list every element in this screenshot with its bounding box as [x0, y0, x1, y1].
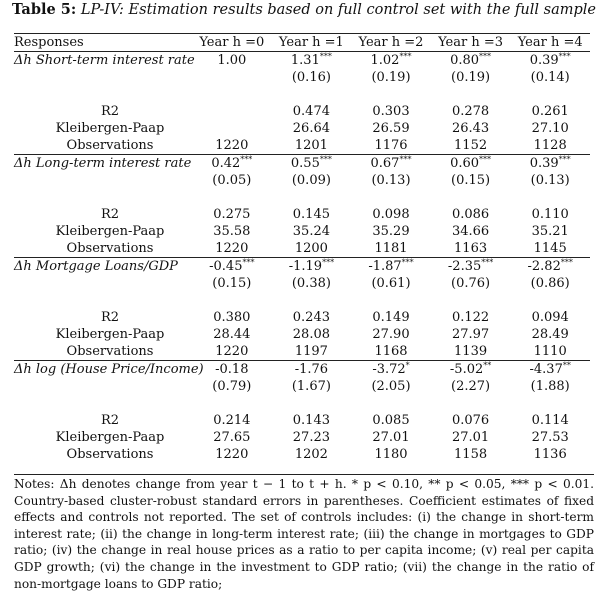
- spacer-row: [14, 292, 590, 309]
- coef-cell-value: 1.00: [217, 53, 247, 68]
- kp-row-cell: [510, 429, 590, 446]
- table-body: [14, 52, 590, 464]
- obs-row: [14, 343, 590, 361]
- se-cell-value: (0.15): [212, 276, 252, 291]
- obs-row-label-value: Observations: [66, 241, 154, 256]
- header-col: Year h =3: [438, 35, 504, 50]
- kp-row-cell-value: 28.49: [531, 327, 569, 342]
- kp-row-cell: [510, 223, 590, 240]
- obs-row-cell-value: 1168: [374, 344, 408, 359]
- se-cell-value: (0.19): [451, 70, 491, 85]
- kp-row-cell-value: 28.44: [213, 327, 251, 342]
- obs-row-cell: [351, 446, 431, 463]
- kp-row: [14, 429, 590, 446]
- r2-row-label: [14, 206, 192, 223]
- r2-row-cell-value: 0.122: [451, 310, 490, 325]
- r2-row-cell-value: 0.094: [531, 310, 569, 325]
- kp-row-cell: [272, 120, 352, 137]
- se-cell: [351, 275, 431, 292]
- kp-row-cell-value: 35.24: [292, 224, 330, 239]
- r2-row-cell: [431, 103, 511, 120]
- se-cell-value: (0.15): [451, 173, 491, 188]
- se-cell-value: (2.05): [371, 379, 411, 394]
- header-col: Year h =0: [199, 35, 265, 50]
- significance-stars: *: [405, 361, 410, 370]
- significance-stars: ***: [558, 155, 571, 164]
- se-cell: [431, 69, 511, 86]
- coef-cell: [510, 361, 590, 379]
- se-row: [14, 275, 590, 292]
- coef-cell: [351, 155, 431, 173]
- obs-row-cell-value: 1220: [215, 344, 249, 359]
- coef-cell-value: 0.60: [450, 156, 480, 171]
- se-cell: [431, 275, 511, 292]
- response-label: [14, 361, 204, 379]
- obs-row-label-value: Observations: [66, 447, 154, 462]
- se-cell-value: (0.05): [212, 173, 252, 188]
- kp-row-cell: [192, 223, 272, 240]
- se-cell-value: (1.88): [530, 379, 570, 394]
- coef-row: [14, 258, 590, 276]
- se-cell-value: (0.14): [530, 70, 570, 85]
- coef-cell-value: -4.37: [529, 362, 563, 377]
- r2-row-cell: [272, 206, 352, 223]
- obs-row-cell-value: 1158: [454, 447, 488, 462]
- coef-cell-value: 0.67: [370, 156, 400, 171]
- se-cell-value: (2.27): [451, 379, 491, 394]
- r2-row-cell-value: 0.143: [292, 413, 330, 428]
- obs-row-cell-value: 1176: [374, 138, 408, 153]
- kp-row-label-value: Kleibergen-Paap: [55, 430, 165, 445]
- obs-row-cell-value: 1220: [215, 241, 249, 256]
- significance-stars: ***: [481, 258, 494, 267]
- r2-row-label-value: R2: [100, 207, 120, 222]
- response-label-text: Δh Mortgage Loans/GDP: [14, 259, 178, 274]
- r2-row-cell: [272, 103, 352, 120]
- header-col: Year h =1: [278, 35, 344, 50]
- r2-row-cell-value: 0.076: [451, 413, 490, 428]
- obs-row-cell-value: 1202: [294, 447, 328, 462]
- r2-row-cell: [192, 412, 272, 429]
- spacer-row: [14, 395, 590, 412]
- r2-row-cell-value: 0.114: [531, 413, 569, 428]
- obs-row-label: [14, 446, 192, 463]
- coef-cell: [431, 52, 511, 70]
- r2-row-cell: [510, 206, 590, 223]
- coef-cell-value: -2.35: [447, 259, 482, 274]
- kp-row-cell-value: 27.23: [292, 430, 330, 445]
- kp-row-cell-value: 35.21: [531, 224, 569, 239]
- obs-row-cell-value: 1220: [215, 447, 249, 462]
- r2-row-label: [14, 412, 192, 429]
- se-cell-value: (0.86): [530, 276, 570, 291]
- r2-row-cell: [351, 206, 431, 223]
- coef-cell-value: -1.87: [368, 259, 402, 274]
- obs-row-cell: [272, 446, 352, 463]
- coef-row: [14, 52, 590, 70]
- r2-row-cell: [351, 103, 431, 120]
- kp-row-cell: [192, 429, 272, 446]
- r2-row-cell-value: 0.098: [372, 207, 410, 222]
- r2-row-cell: [510, 103, 590, 120]
- se-cell: [431, 378, 511, 395]
- coef-cell: [272, 258, 352, 276]
- r2-row: [14, 103, 590, 120]
- se-cell: [192, 275, 272, 292]
- obs-row-cell: [351, 240, 431, 258]
- se-row: [14, 69, 590, 86]
- kp-row-cell-value: 27.90: [372, 327, 410, 342]
- response-label: [14, 155, 192, 173]
- r2-row-cell: [272, 412, 352, 429]
- coef-cell-value: 0.55: [290, 156, 320, 171]
- obs-row-cell: [431, 240, 511, 258]
- obs-row-cell-value: 1128: [533, 138, 567, 153]
- kp-row-cell: [431, 429, 511, 446]
- coef-cell-value: -0.18: [215, 362, 249, 377]
- kp-row-label-value: Kleibergen-Paap: [55, 224, 165, 239]
- obs-row-cell: [351, 137, 431, 155]
- se-cell: [351, 378, 431, 395]
- coef-cell-value: -1.76: [294, 362, 329, 377]
- obs-row-cell: [431, 137, 511, 155]
- coef-cell: [431, 155, 511, 173]
- kp-row-cell-value: 34.66: [451, 224, 490, 239]
- significance-stars: ***: [399, 155, 412, 164]
- se-row: [14, 378, 590, 395]
- r2-row-cell-value: 0.145: [292, 207, 330, 222]
- kp-row-label-value: Kleibergen-Paap: [55, 121, 165, 136]
- coef-cell: [431, 258, 511, 276]
- coef-cell-value: 0.39: [529, 156, 559, 171]
- significance-stars: ***: [479, 155, 492, 164]
- coef-cell-value: -1.19: [288, 259, 323, 274]
- r2-row-cell-value: 0.474: [292, 104, 330, 119]
- coef-cell-value: 0.80: [450, 53, 480, 68]
- se-cell-value: (0.79): [212, 379, 252, 394]
- r2-row-cell: [192, 309, 272, 326]
- r2-row-cell: [351, 412, 431, 429]
- kp-row-cell: [192, 326, 272, 343]
- r2-row: [14, 206, 590, 223]
- significance-stars: **: [562, 361, 571, 370]
- significance-stars: ***: [560, 258, 573, 267]
- results-table: [14, 33, 590, 463]
- coef-cell-value: -0.45: [209, 259, 243, 274]
- r2-row-cell: [192, 206, 272, 223]
- coef-cell: [510, 52, 590, 70]
- obs-row-label-value: Observations: [66, 344, 154, 359]
- kp-row-cell-value: 35.29: [372, 224, 410, 239]
- r2-row-label-value: R2: [100, 310, 120, 325]
- caption-text: LP-IV: Estimation results based on full control set with the full sample: [80, 2, 596, 18]
- significance-stars: ***: [319, 155, 332, 164]
- r2-row-cell: [510, 412, 590, 429]
- se-cell-value: (1.67): [291, 379, 331, 394]
- header-col: Year h =2: [358, 35, 424, 50]
- r2-row-cell: [351, 309, 431, 326]
- kp-row-label: [14, 223, 192, 240]
- coef-cell: [510, 155, 590, 173]
- se-cell: [272, 378, 352, 395]
- response-label-text: Δh Long-term interest rate: [14, 156, 192, 171]
- kp-row-cell: [192, 120, 272, 137]
- coef-cell: [431, 361, 511, 379]
- obs-row-cell-value: 1181: [374, 241, 408, 256]
- response-label-text: Δh log (House Price/Income): [14, 362, 204, 377]
- r2-row-cell-value: 0.275: [213, 207, 251, 222]
- coef-cell-value: -2.82: [527, 259, 561, 274]
- obs-row-cell: [192, 343, 272, 361]
- kp-row-cell: [351, 223, 431, 240]
- coef-cell: [192, 52, 272, 70]
- kp-row-cell: [351, 326, 431, 343]
- obs-row-cell-value: 1180: [374, 447, 408, 462]
- r2-row-cell: [192, 103, 272, 120]
- se-cell: [510, 69, 590, 86]
- caption-label: Table 5:: [12, 1, 77, 18]
- kp-row-cell-value: 27.53: [531, 430, 569, 445]
- se-cell: [272, 275, 352, 292]
- r2-row-cell-value: 0.085: [372, 413, 410, 428]
- coef-cell: [192, 258, 272, 276]
- se-cell: [510, 378, 590, 395]
- significance-stars: ***: [242, 258, 255, 267]
- kp-row-cell: [510, 326, 590, 343]
- coef-row: [14, 155, 590, 173]
- se-cell-value: (0.13): [530, 173, 570, 188]
- kp-row-cell-value: 27.97: [451, 327, 490, 342]
- kp-row-cell-value: 27.01: [451, 430, 490, 445]
- obs-row-cell: [510, 446, 590, 463]
- kp-row-cell: [431, 223, 511, 240]
- obs-row-label: [14, 137, 192, 155]
- obs-row-cell-value: 1201: [294, 138, 328, 153]
- se-cell: [192, 69, 272, 86]
- se-cell: [192, 172, 272, 189]
- se-cell-value: (0.16): [291, 70, 331, 85]
- coef-cell: [272, 155, 352, 173]
- se-cell: [351, 69, 431, 86]
- r2-row-cell-value: 0.278: [451, 104, 490, 119]
- coef-cell-value: 1.31: [290, 53, 320, 68]
- se-cell: [510, 172, 590, 189]
- significance-stars: **: [483, 361, 492, 370]
- kp-row-label: [14, 326, 192, 343]
- significance-stars: ***: [322, 258, 335, 267]
- r2-row-cell-value: 0.214: [213, 413, 251, 428]
- coef-cell: [192, 155, 272, 173]
- kp-row-cell-value: 26.43: [451, 121, 490, 136]
- kp-row-label: [14, 429, 192, 446]
- kp-row-label: [14, 120, 192, 137]
- se-cell: [510, 275, 590, 292]
- obs-row: [14, 240, 590, 258]
- obs-row-cell-value: 1145: [533, 241, 567, 256]
- obs-row-label-value: Observations: [66, 138, 154, 153]
- se-cell-value: (0.76): [451, 276, 491, 291]
- obs-row-cell-value: 1163: [454, 241, 488, 256]
- r2-row-label: [14, 103, 192, 120]
- se-cell: [351, 172, 431, 189]
- kp-row-cell: [510, 120, 590, 137]
- se-cell-value: (0.13): [371, 173, 411, 188]
- header-row: [14, 34, 590, 52]
- kp-row-cell: [351, 120, 431, 137]
- obs-row-cell: [510, 137, 590, 155]
- r2-row-cell: [510, 309, 590, 326]
- coef-cell-value: -5.02: [449, 362, 484, 377]
- significance-stars: ***: [399, 52, 412, 61]
- response-label: [14, 258, 192, 276]
- obs-row-label: [14, 240, 192, 258]
- obs-row-cell: [272, 240, 352, 258]
- se-cell-value: (0.61): [371, 276, 411, 291]
- spacer-row: [14, 189, 590, 206]
- obs-row-label: [14, 343, 192, 361]
- obs-row-cell: [192, 240, 272, 258]
- coef-cell-value: 0.39: [529, 53, 559, 68]
- se-cell-value: (0.09): [291, 173, 331, 188]
- coef-cell: [272, 52, 352, 70]
- coef-cell: [510, 258, 590, 276]
- r2-row-cell: [272, 309, 352, 326]
- se-cell-value: (0.19): [371, 70, 411, 85]
- r2-row-cell-value: 0.149: [372, 310, 410, 325]
- header-responses: Responses: [14, 35, 84, 50]
- obs-row-cell: [192, 137, 272, 155]
- table-notes: Notes: Δh denotes change from year t − 1 to t + h. * p < 0.10, ** p < 0.05, *** p < 0.01. Country-based cluster-robust standard errors in parentheses. Coefficient estimates of fixed effects and controls not reported. The set of controls includes: (i) the change in short-term interest rate; (ii) the change in long-term interest rate; (iii) the change in mortgages to GDP ratio; (iv) the change in real house prices as a ratio to per capita income; (v) real per capita GDP growth; (vi) the change in the investment to GDP ratio; (vii) the change in the ratio of non-mortgage loans to GDP ratio;: [14, 474, 594, 592]
- se-cell: [192, 378, 272, 395]
- r2-row-cell-value: 0.086: [451, 207, 490, 222]
- significance-stars: ***: [401, 258, 414, 267]
- table-caption: [0, 1, 608, 19]
- obs-row-cell-value: 1110: [533, 344, 567, 359]
- r2-row-label-value: R2: [100, 104, 120, 119]
- kp-row: [14, 223, 590, 240]
- significance-stars: ***: [319, 52, 332, 61]
- significance-stars: ***: [558, 52, 571, 61]
- coef-cell-value: -3.72: [372, 362, 406, 377]
- coef-cell-value: 1.02: [370, 53, 400, 68]
- kp-row-cell-value: 26.64: [292, 121, 330, 136]
- se-cell: [431, 172, 511, 189]
- obs-row-cell: [431, 446, 511, 463]
- kp-row-cell-value: 35.58: [213, 224, 251, 239]
- kp-row-cell: [431, 326, 511, 343]
- obs-row: [14, 137, 590, 155]
- kp-row-label-value: Kleibergen-Paap: [55, 327, 165, 342]
- kp-row-cell: [351, 429, 431, 446]
- r2-row-cell-value: 0.380: [213, 310, 251, 325]
- r2-row-cell: [431, 309, 511, 326]
- kp-row-cell-value: 27.01: [372, 430, 410, 445]
- r2-row-label-value: R2: [100, 413, 120, 428]
- obs-row-cell-value: 1139: [454, 344, 488, 359]
- obs-row-cell: [192, 446, 272, 463]
- coef-cell: [351, 361, 431, 379]
- header-col: Year h =4: [517, 35, 583, 50]
- r2-row-cell-value: 0.110: [531, 207, 569, 222]
- significance-stars: ***: [240, 155, 253, 164]
- obs-row-cell: [510, 240, 590, 258]
- kp-row-cell-value: 27.10: [531, 121, 569, 136]
- kp-row: [14, 326, 590, 343]
- se-row: [14, 172, 590, 189]
- r2-row-cell: [431, 206, 511, 223]
- obs-row-cell-value: 1152: [454, 138, 488, 153]
- r2-row-label: [14, 309, 192, 326]
- obs-row-cell: [510, 343, 590, 361]
- r2-row-cell-value: 0.243: [292, 310, 330, 325]
- kp-row-cell-value: 26.59: [372, 121, 410, 136]
- kp-row-cell-value: 27.65: [213, 430, 251, 445]
- kp-row-cell: [272, 223, 352, 240]
- se-cell-value: (0.38): [291, 276, 331, 291]
- obs-row-cell-value: 1197: [294, 344, 328, 359]
- r2-row: [14, 309, 590, 326]
- kp-row-cell: [431, 120, 511, 137]
- significance-stars: ***: [479, 52, 492, 61]
- coef-cell-value: 0.42: [211, 156, 241, 171]
- obs-row-cell: [351, 343, 431, 361]
- response-label-text: Δh Short-term interest rate: [14, 53, 195, 68]
- response-label: [14, 52, 195, 70]
- r2-row-cell-value: 0.303: [372, 104, 410, 119]
- kp-row-cell: [272, 429, 352, 446]
- obs-row-cell: [272, 343, 352, 361]
- r2-row-cell: [431, 412, 511, 429]
- kp-row-cell: [272, 326, 352, 343]
- coef-cell: [351, 52, 431, 70]
- r2-row: [14, 412, 590, 429]
- obs-row-cell: [431, 343, 511, 361]
- obs-row-cell: [272, 137, 352, 155]
- kp-row-cell-value: 28.08: [292, 327, 330, 342]
- coef-cell: [272, 361, 352, 379]
- spacer-row: [14, 86, 590, 103]
- obs-row-cell-value: 1200: [294, 241, 328, 256]
- r2-row-cell-value: 0.261: [531, 104, 569, 119]
- coef-row: [14, 361, 590, 379]
- se-cell: [272, 172, 352, 189]
- coef-cell: [351, 258, 431, 276]
- kp-row: [14, 120, 590, 137]
- obs-row-cell-value: 1220: [215, 138, 249, 153]
- se-cell: [272, 69, 352, 86]
- obs-row: [14, 446, 590, 463]
- obs-row-cell-value: 1136: [533, 447, 567, 462]
